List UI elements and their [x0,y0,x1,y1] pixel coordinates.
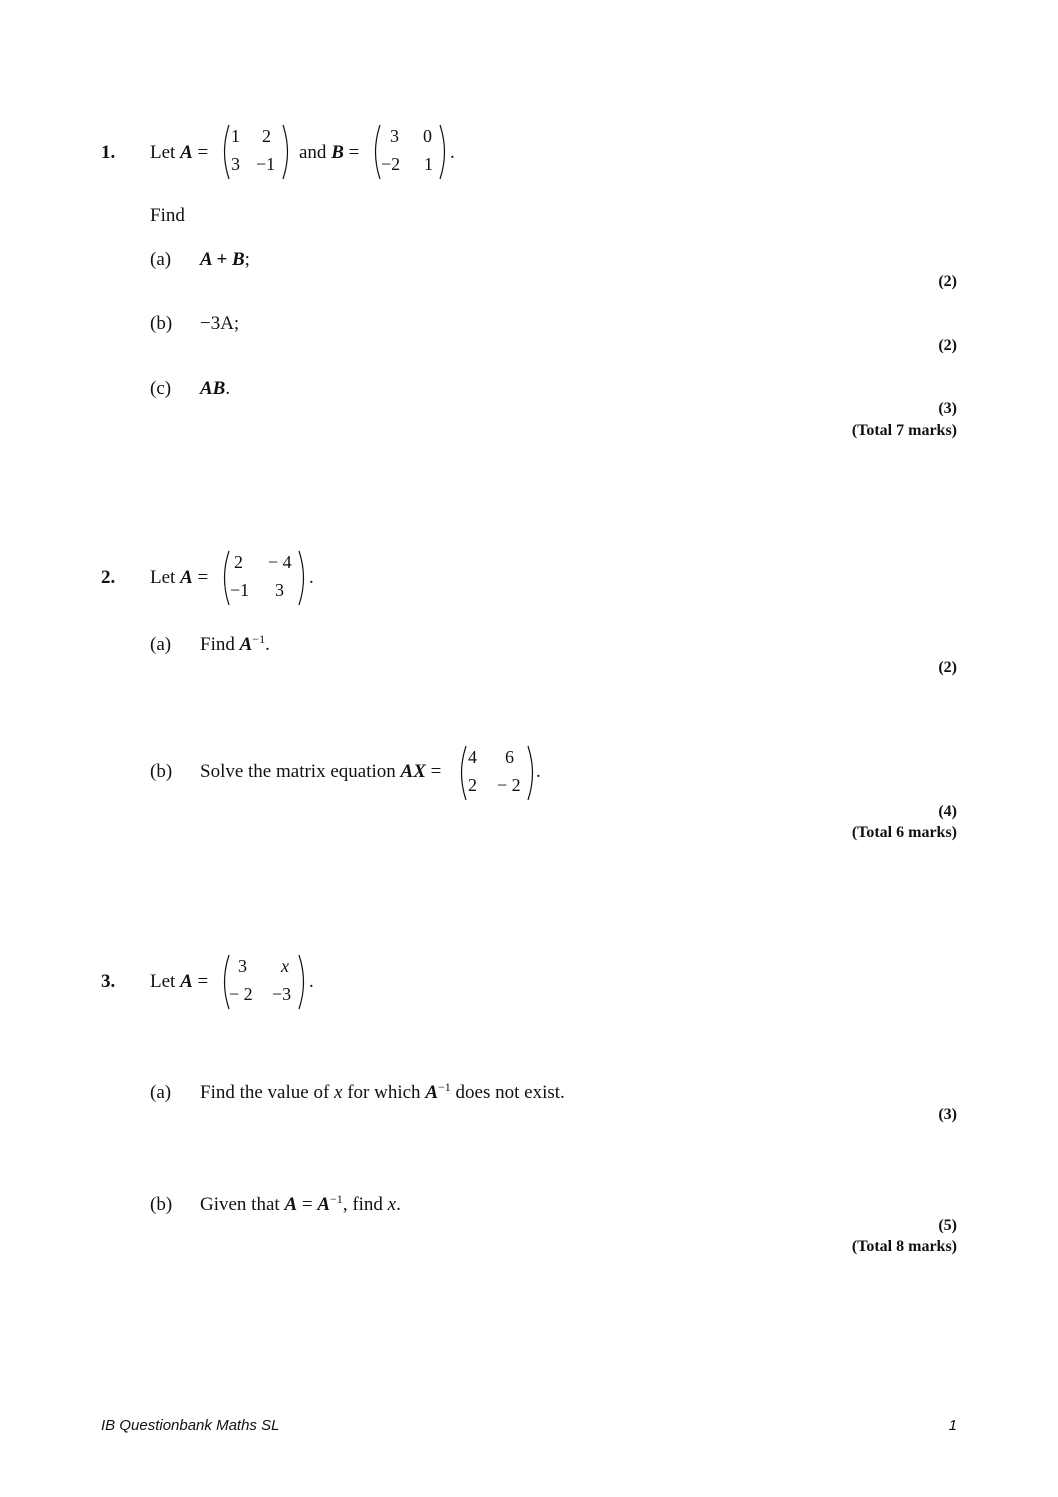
question-stem: Let A = [150,971,209,992]
matrix-cell: −3 [272,984,292,1004]
punctuation: . [536,761,541,782]
page-number: 1 [948,1417,957,1434]
matrix-cell: 2 [262,126,271,146]
part-text: Find $A^{-1}$. [200,632,270,655]
punctuation: . [309,567,314,588]
matrix-A [221,953,307,1011]
marks: (3) [938,400,957,417]
part-label: (b) [150,761,173,782]
matrix-cell: 0 [423,126,432,146]
matrix-cell: 1 [424,154,433,174]
matrix-cell: 6 [505,747,514,767]
matrix-cell: −1 [230,580,250,600]
matrix-cell: −2 [381,154,401,174]
punctuation: . [450,142,455,163]
marks: (2) [938,659,957,676]
matrix-A [221,123,291,181]
part-label: (c) [150,378,172,399]
part-text: AB. [200,378,231,399]
matrix-cell: 2 [234,552,243,572]
matrix-cell: 3 [390,126,399,146]
part-text: −3A; [200,313,240,334]
matrix-cell: − 4 [268,552,292,572]
matrix-cell: 3 [275,580,284,600]
part-label: (b) [150,313,173,334]
part-text: Given that $A = A^{-1}$, find x. [200,1192,401,1215]
question-stem: Let A = [150,142,209,163]
part-label: (a) [150,634,172,655]
matrix-cell: − 2 [497,775,521,795]
part-label: (a) [150,249,172,270]
marks: (2) [938,273,957,290]
matrix-rhs [458,744,536,802]
instruction: Find [150,205,185,226]
question-stem: Let A = [150,567,209,588]
question-number: 3. [101,971,116,992]
marks: (3) [938,1106,957,1123]
matrix-cell: 3 [238,956,247,976]
part-text: Find the value of x for which $A^{-1}$ does not exist. [200,1080,565,1103]
matrix-B [372,123,448,181]
part-label: (a) [150,1082,172,1103]
matrix-cell: 4 [468,747,477,767]
total-marks: (Total 6 marks) [851,824,957,841]
question-number: 2. [101,567,116,588]
marks: (4) [938,803,957,820]
question-number: 1. [101,142,116,163]
footer-title: IB Questionbank Maths SL [101,1417,280,1434]
marks: (2) [938,337,957,354]
matrix-cell: 3 [231,154,240,174]
matrix-cell: 2 [468,775,477,795]
marks: (5) [938,1217,957,1234]
matrix-cell: 1 [231,126,240,146]
part-text: A + B; [200,249,250,270]
matrix-cell: − 2 [229,984,253,1004]
part-text: Solve the matrix equation AX = [200,761,442,782]
question-stem-cont: and B = [299,142,360,163]
total-marks: (Total 7 marks) [851,422,957,439]
part-label: (b) [150,1194,173,1215]
matrix-cell: −1 [256,154,276,174]
matrix-A [221,549,307,607]
punctuation: . [309,971,314,992]
total-marks: (Total 8 marks) [851,1238,957,1255]
matrix-cell: x [281,956,289,976]
